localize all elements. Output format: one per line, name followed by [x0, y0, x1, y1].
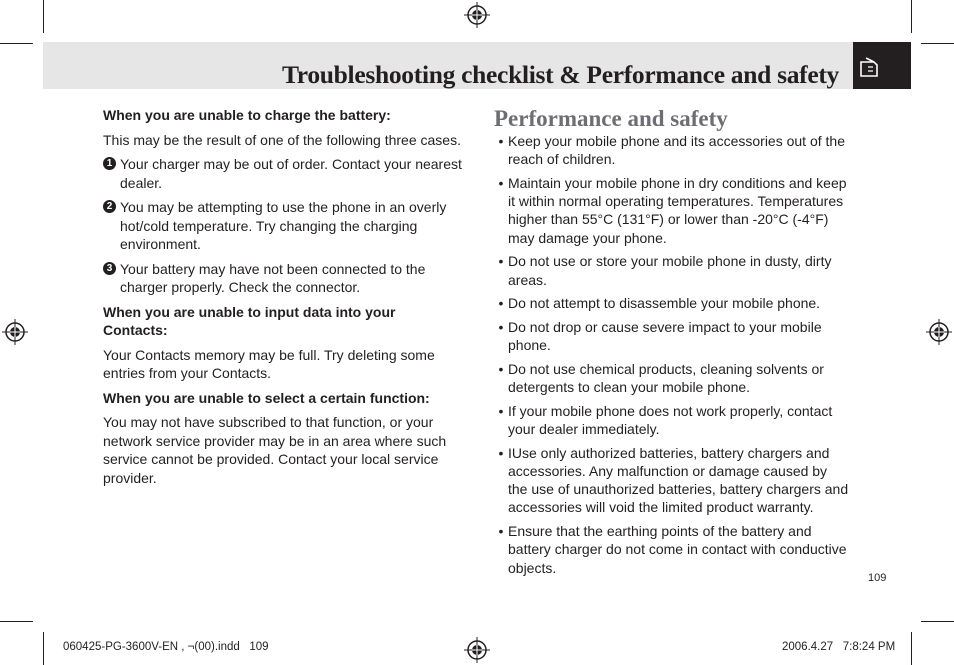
crop-mark [921, 621, 954, 622]
bullet-text: Do not drop or cause severe impact to your mobile phone. [508, 318, 822, 354]
bullet-text: Maintain your mobile phone in dry conditions and keep it within normal operating temperatures. Temperatures higher than 55°C (131°F) or lower than -20°C (-4°F) may damage your phone. [508, 174, 847, 246]
bullet-item [494, 294, 850, 312]
chapter-tab [853, 42, 911, 89]
registration-mark-icon [464, 637, 490, 663]
numbered-item-text: You may be attempting to use the phone in an overly hot/cold temperature. Try changing the charging environment. [120, 199, 447, 252]
bullet-mark: • [498, 360, 504, 377]
bullet-mark: • [498, 295, 504, 312]
crop-mark [0, 621, 33, 622]
crop-mark [911, 0, 912, 33]
numbered-item-text: Your battery may have not been connected to the charger properly. Check the connector. [120, 260, 426, 295]
bullet-mark: • [498, 402, 504, 419]
bullet-item [494, 174, 850, 247]
section-title: Performance and safety [494, 106, 728, 131]
bullet-mark: • [498, 253, 504, 270]
section-heading: When you are unable to charge the battery: [103, 107, 391, 123]
bullet-mark: • [498, 133, 504, 149]
bullet-item [494, 402, 850, 439]
crop-mark [43, 632, 44, 665]
section-body: Your Contacts memory may be full. Try deleting some entries from your Contacts. [103, 346, 435, 381]
number-badge: 3 [103, 262, 116, 275]
crop-mark [43, 0, 44, 33]
section-heading: When you are unable to select a certain function: [103, 389, 430, 406]
numbered-item-text: Your charger may be out of order. Contact your nearest dealer. [120, 156, 462, 191]
bullet-mark: • [498, 174, 504, 191]
title-band [43, 42, 853, 89]
bullet-item [494, 318, 850, 355]
bullet-mark: • [498, 523, 504, 540]
bullet-mark: • [498, 318, 504, 335]
numbered-item [103, 260, 463, 297]
phone-book-icon [853, 42, 911, 89]
crop-mark [911, 632, 912, 665]
number-badge: 1 [103, 157, 116, 170]
bullet-text: Do not use or store your mobile phone in dusty, dirty areas. [508, 253, 832, 288]
section-intro: This may be the result of one of the following three cases. [103, 131, 461, 148]
bullet-item [494, 444, 850, 517]
bullet-text: Do not attempt to disassemble your mobile phone. [508, 295, 821, 312]
crop-mark [0, 43, 33, 44]
page-title: Troubleshooting checklist & Performance and safety [281, 60, 839, 89]
bullet-item [494, 132, 850, 169]
bullet-text: Ensure that the earthing points of the battery and battery charger do not come in contact with conductive objects. [508, 523, 847, 576]
registration-mark-icon [926, 319, 952, 345]
registration-mark-icon [464, 2, 490, 28]
bullet-mark: • [498, 444, 504, 461]
number-badge: 2 [103, 200, 116, 213]
page-number: 109 [868, 572, 887, 584]
bullet-item [494, 252, 850, 289]
section-heading: When you are unable to input data into your Contacts: [103, 303, 396, 338]
bullet-text: IUse only authorized batteries, battery chargers and accessories. Any malfunction or damage caused by the use of unauthorized batteries, battery chargers and accessories will void the limited product warranty. [508, 444, 849, 516]
bullet-item [494, 360, 850, 397]
bullet-item [494, 522, 850, 577]
troubleshooting-column [103, 106, 463, 493]
bullet-text: If your mobile phone does not work properly, contact your dealer immediately. [508, 402, 833, 437]
bullet-text: Do not use chemical products, cleaning solvents or detergents to clean your mobile phone. [508, 360, 824, 396]
bullet-text: Keep your mobile phone and its accessories out of the reach of children. [508, 133, 845, 168]
registration-mark-icon [2, 319, 28, 345]
section-body: You may not have subscribed to that function, or your network service provider may be in an area where such service cannot be provided. Contact your local service provider. [103, 414, 447, 486]
numbered-item [103, 198, 463, 254]
crop-mark [921, 43, 954, 44]
footer-file-info: 060425-PG-3600V-EN , ¬(00).indd 109 [63, 641, 269, 653]
performance-safety-column [494, 104, 850, 582]
footer-timestamp: 2006.4.27 7:8:24 PM [782, 641, 896, 653]
numbered-item [103, 155, 463, 192]
